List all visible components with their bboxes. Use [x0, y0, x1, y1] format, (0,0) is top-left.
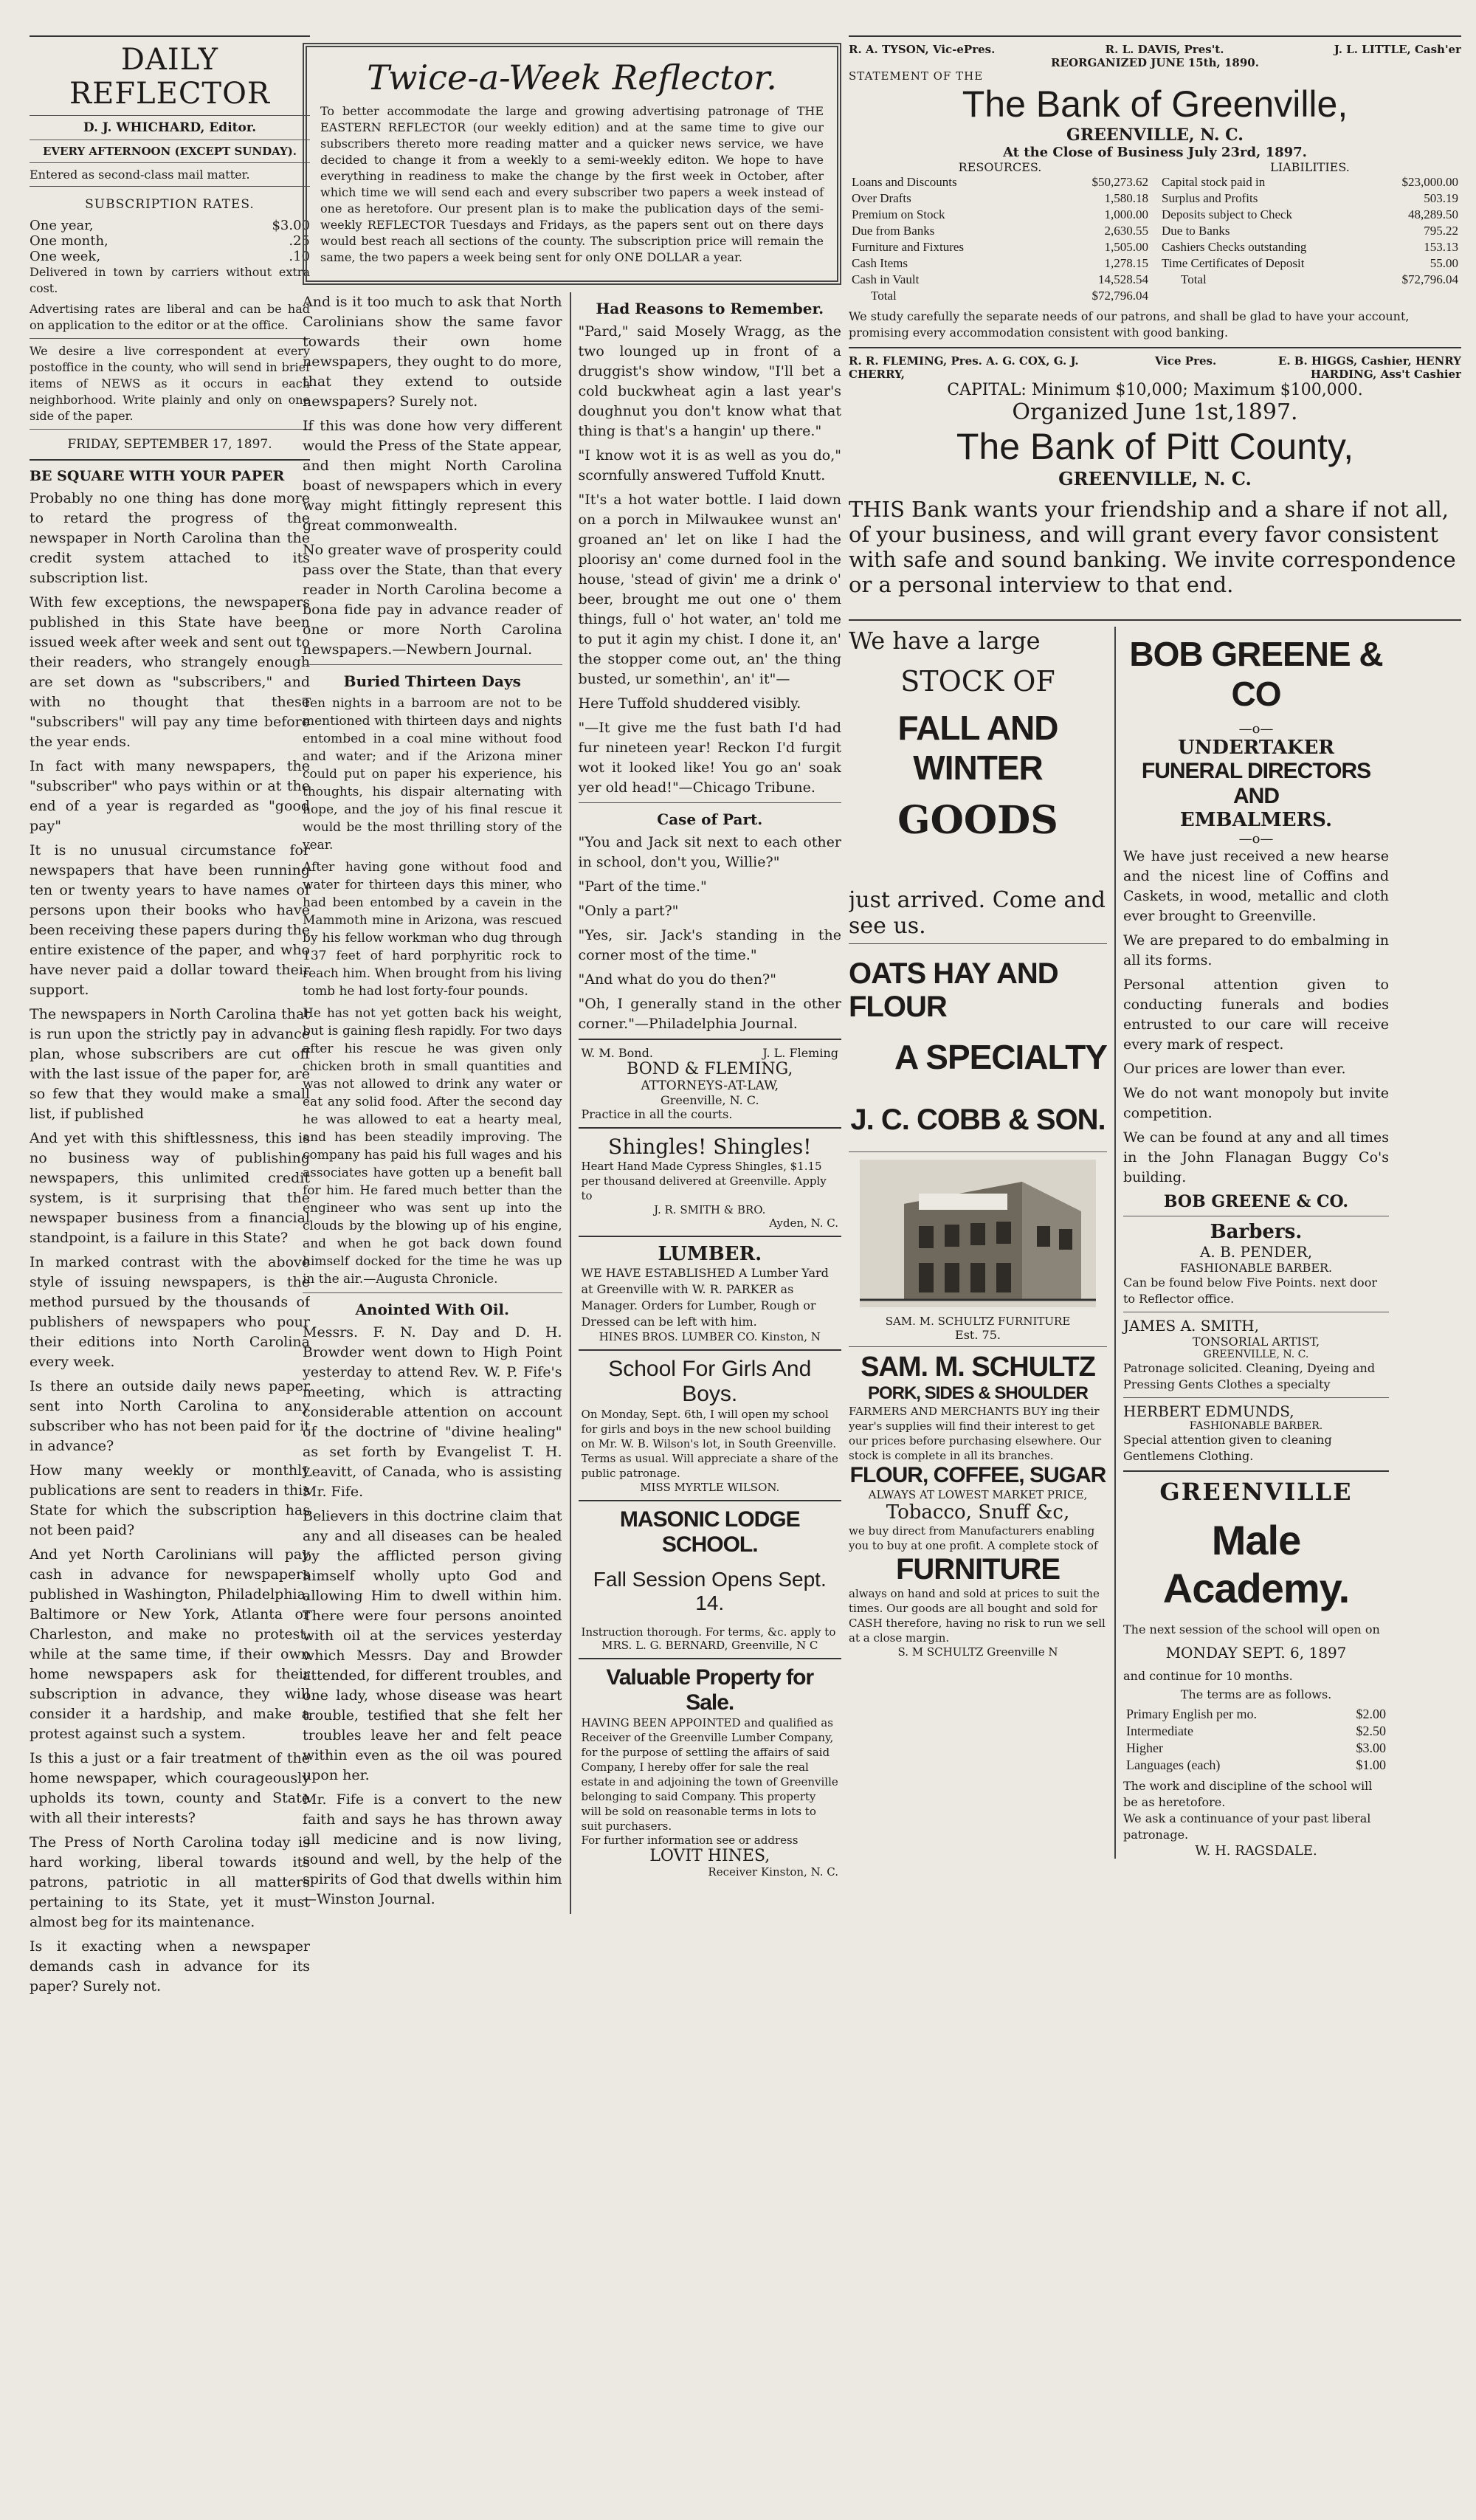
- table-row: [1159, 174, 1461, 190]
- academy-title: Male Academy.: [1162, 1517, 1350, 1611]
- row-value: 1,000.00: [1104, 207, 1148, 221]
- paragraph: Probably no one thing has done more to retard the progress of the newspaper in North Carolina than the credit system attached to its subscription list.: [30, 490, 310, 586]
- table-row: [1159, 239, 1461, 255]
- academy-terms: [1123, 1706, 1389, 1774]
- ad-title: School For Girls And Boys.: [608, 1357, 812, 1406]
- column-rule: [570, 292, 571, 1914]
- article-title: Had Reasons to Remember.: [596, 300, 824, 317]
- rate-value: $3.00: [272, 218, 310, 233]
- paragraph: "You and Jack sit next to each other in school, don't you, Willie?": [578, 834, 841, 870]
- ad-signature: MISS MYRTLE WILSON.: [640, 1481, 780, 1494]
- row-label: Surplus and Profits: [1162, 191, 1258, 205]
- firm-role: ATTORNEYS-AT-LAW,: [641, 1078, 779, 1093]
- schultz-flour: FLOUR, COFFEE, SUGAR: [849, 1463, 1106, 1487]
- firm-name: BOND & FLEMING,: [627, 1060, 793, 1078]
- divider: [1123, 1470, 1389, 1472]
- school-ad: [579, 1349, 841, 1500]
- liabilities-table: [1159, 174, 1461, 288]
- barber-name: JAMES A. SMITH,: [1123, 1317, 1259, 1335]
- ad-text: Instruction thorough. For terms, &c. apply to: [581, 1625, 836, 1639]
- schultz-furniture-text: always on hand and sold at prices to suit the times. Our goods are all bought and sold for CASH therefore, having no risk to run we sell at a close margin.: [849, 1587, 1106, 1645]
- total-value: $72,796.04: [1401, 272, 1458, 286]
- table-row: [849, 190, 1151, 207]
- masonic-ad: [579, 1500, 841, 1658]
- cobb-line: We have a large: [849, 627, 1041, 655]
- bank-name: The Bank of Greenville,: [962, 83, 1348, 125]
- column-rule: [1114, 627, 1116, 1859]
- rate-label: One month,: [30, 233, 108, 249]
- attorney-name: J. L. Fleming: [762, 1046, 838, 1060]
- row-label: Premium on Stock: [852, 207, 945, 221]
- total-label: Total: [1181, 272, 1207, 286]
- attorney-names: [582, 1046, 838, 1060]
- paragraph: And yet North Carolinians will pay cash in advance for newspapers published in Washington, Philadelphia, Baltimore or New York, Atlanta or Charleston, and make no protest, while at the same time, if their own home newspapers ask for their subscription in advance, they will consider it a hardship, and make a protest against such a system.: [30, 1546, 310, 1742]
- barber-text: Special attention given to cleaning Gentlemens Clothing.: [1123, 1433, 1332, 1463]
- row-value: 1,580.18: [1104, 191, 1148, 205]
- table-row: [1123, 1706, 1389, 1723]
- barber-role: TONSORIAL ARTIST,: [1192, 1335, 1320, 1349]
- ad-signature: Receiver Kinston, N. C.: [708, 1865, 838, 1879]
- term-value: $3.00: [1356, 1741, 1386, 1755]
- store-building-image: [860, 1160, 1096, 1307]
- store-sign: SAM. M. SCHULTZ FURNITURE: [885, 1315, 1071, 1328]
- right-ads: [849, 627, 1461, 1859]
- ornament: —o—: [1238, 721, 1274, 737]
- paragraph: The Press of North Carolina today is hard working, liberal towards its patrons, patriotic in all matters pertaining to its State, yet it must almost beg for its maintenance.: [30, 1834, 310, 1930]
- divider: [849, 1151, 1107, 1152]
- divider: [849, 619, 1461, 621]
- total-row: [849, 288, 1151, 304]
- paragraph: "Only a part?": [578, 903, 679, 919]
- paragraph: We can be found at any and all times in the John Flanagan Buggy Co's building.: [1123, 1129, 1389, 1185]
- ornament: —o—: [1238, 831, 1274, 847]
- cobb-line: STOCK OF: [900, 665, 1055, 698]
- liabilities: [1159, 160, 1461, 304]
- officer: E. B. HIGGS, Cashier, HENRY HARDING, Ass't Cashier: [1277, 354, 1461, 381]
- paragraph: Ten nights in a barroom are not to be mentioned with thirteen days and nights entombed in a coal mine without food and water; and if the Arizona miner could put on paper his experience, his thoughts, his dispair alternating with hope, and the joy of his final rescue it would be the most thrilling story of the year.: [303, 696, 562, 853]
- cobb-line: OATS HAY AND FLOUR: [849, 957, 1058, 1023]
- correspondent-note: We desire a live correspondent at every postoffice in the county, who will send in brief items of NEWS as it occurs in each neighborhood. Write plainly and only on one side of the paper.: [30, 344, 310, 423]
- barber-role: FASHIONABLE BARBER.: [1179, 1261, 1333, 1275]
- right-ads-left: [849, 627, 1107, 1859]
- table-row: [849, 223, 1151, 239]
- article-title: Case of Part.: [657, 810, 763, 828]
- cobb-ad: [849, 627, 1107, 1137]
- right-ads-right: [1123, 627, 1389, 1859]
- rate-label: One year,: [30, 218, 94, 233]
- divider: [849, 35, 1461, 37]
- shingles-ad: [579, 1127, 841, 1236]
- issue-date: FRIDAY, SEPTEMBER 17, 1897.: [67, 437, 272, 452]
- advertising-note: Advertising rates are liberal and can be had on application to the editor or at the office.: [30, 302, 310, 332]
- paragraph: "And what do you do then?": [578, 971, 776, 988]
- ad-text: Heart Hand Made Cypress Shingles, $1.15 per thousand delivered at Greenville. Apply to: [581, 1160, 827, 1202]
- paragraph: It is no unusual circumstance for newspapers that have been running ten or twenty years to have names of persons upon their books who have been receiving these papers during the entire existence of the paper, and who have never paid a dollar toward their support.: [30, 842, 310, 998]
- table-row: [1123, 1740, 1389, 1757]
- divider: [30, 186, 310, 187]
- ad-text: For further information see or address: [581, 1834, 799, 1847]
- rate-label: One week,: [30, 249, 101, 264]
- row-value: $23,000.00: [1401, 175, 1458, 189]
- resources-table: [849, 174, 1151, 304]
- row-value: 55.00: [1430, 256, 1458, 270]
- total-value: $72,796.04: [1092, 289, 1148, 303]
- bond-fleming-ad: [579, 1039, 841, 1127]
- row-value: 795.22: [1424, 224, 1458, 238]
- reorganized: REORGANIZED JUNE 15th, 1890.: [1051, 56, 1259, 69]
- academy-ad: [1123, 1478, 1389, 1859]
- subscription-rates: [30, 218, 310, 264]
- greene-embalmers: EMBALMERS.: [1179, 809, 1333, 831]
- barbers-ad: [1123, 1221, 1389, 1464]
- row-label: Furniture and Fixtures: [852, 240, 965, 254]
- rate-value: .10: [289, 249, 310, 264]
- paragraph: With few exceptions, the newspapers published in this State have been issued week after week and sent out to their readers, who strangely enough are set down as "subscribers," and with no thought that these "subscribers" will pay any time before the year ends.: [30, 594, 310, 750]
- rate-row: [30, 218, 310, 233]
- masthead: DAILY REFLECTOR: [69, 43, 271, 111]
- close-of-business: At the Close of Business July 23rd, 1897.: [1003, 145, 1307, 160]
- ad-signature: LOVIT HINES,: [649, 1847, 770, 1865]
- paragraph: "Oh, I generally stand in the other corner."—Philadelphia Journal.: [578, 996, 841, 1032]
- article-body: [30, 489, 310, 1997]
- officer: R. L. DAVIS, Pres't.: [1105, 43, 1224, 56]
- column-left: [30, 30, 310, 2001]
- academy-patronage: We ask a continuance of your past liberal patronage.: [1123, 1811, 1371, 1842]
- ad-signature: HINES BROS. LUMBER CO. Kinston, N: [599, 1330, 821, 1343]
- schultz-pork: PORK, SIDES & SHOULDER: [867, 1383, 1089, 1403]
- table-row: [1123, 1723, 1389, 1740]
- divider: [1123, 1397, 1389, 1398]
- barber-text: Patronage solicited. Cleaning, Dyeing and Pressing Gents Clothes a specialty: [1123, 1361, 1376, 1391]
- academy-signature: W. H. RAGSDALE.: [1195, 1843, 1317, 1859]
- table-row: [849, 272, 1151, 288]
- statement-label: STATEMENT OF THE: [849, 69, 984, 83]
- column-middle: [303, 30, 841, 1914]
- paragraph: "Yes, sir. Jack's standing in the corner most of the time.": [578, 927, 841, 963]
- rate-row: [30, 233, 310, 249]
- paragraph: Here Tuffold shuddered visibly.: [578, 695, 801, 712]
- notice-text: To better accommodate the large and growing advertising patronage of THE EASTERN REFLECTOR (our weekly edition) and at the same time to give our subscribers thereto more reading matter and a quicker news service, we have decided to change it from a weekly to a semi-weekly editon. We hope to have everything in readiness to make the change by the first week in October, after which time we will send each and every subscriber two papers a week instead of one as heretofore. Our present plan is to make the publication days of the semi-weekly REFLECTOR Tuesdays and Fridays, as the papers sent out on there days would best reach all sections of the county. The subscription price will remain the same, the two papers a week being sent for only ONE DOLLAR a year.: [320, 104, 824, 264]
- liabilities-title: LIABILITIES.: [1270, 160, 1350, 174]
- frequency-line: EVERY AFTERNOON (EXCEPT SUNDAY).: [42, 145, 297, 158]
- paragraph: Is there an outside daily news paper sent into North Carolina to any subscriber who has not been paid for it in advance?: [30, 1378, 310, 1454]
- entered-line: Entered as second-class mail matter.: [30, 168, 250, 182]
- barber-place: GREENVILLE, N. C.: [1203, 1349, 1309, 1360]
- paragraph: Believers in this doctrine claim that any and all diseases can be healed by the afflicted person giving himself wholly upto God and allowing Him to dwell within him. There were four persons anointed with oil at the services yesterday which Messrs. Day and Browder attended, for different troubles, and one lady, whose disease was heart trouble, testified that she felt her troubles leave her and felt peace within even as the oil was poured upon her.: [303, 1508, 562, 1783]
- academy-intro: The next session of the school will open on: [1123, 1622, 1380, 1636]
- bank-footer: We study carefully the separate needs of our patrons, and shall be glad to have your account, promising every accommodation consistent with good banking.: [849, 309, 1410, 340]
- firm-place: Greenville, N. C.: [660, 1093, 759, 1107]
- schultz-always: ALWAYS AT LOWEST MARKET PRICE,: [868, 1488, 1088, 1501]
- twice-a-week-notice: [303, 43, 841, 285]
- total-label: Total: [871, 289, 897, 303]
- article-title: BE SQUARE WITH YOUR PAPER: [30, 468, 285, 484]
- table-row: [1159, 207, 1461, 223]
- paragraph: If this was done how very different would the Press of the State appear, and then might North Carolina boast of newspapers which in every way might fittingly represent this great commonwealth.: [303, 418, 562, 534]
- paragraph: "It's a hot water bottle. I laid down on a porch in Milwaukee wunst an' groaned an' let on like I had the ploorisy an' come durned fool in the house, 'stead of givin' me a drink o' beer, brought me out one o' them things, full o' hot water, an' told me to put it agin my chist. I done it, an' the stopper come out, an' the thing busted, ur somethin', an' it"—: [578, 492, 841, 687]
- row-value: 153.13: [1424, 240, 1458, 254]
- table-row: [849, 239, 1151, 255]
- term-value: $1.00: [1356, 1758, 1386, 1772]
- bank-organized: Organized June 1st,1897.: [1012, 399, 1298, 425]
- paragraph: And is it too much to ask that North Carolinians show the same favor towards their own home newspapers, they ought to do more, that they extend to outside newspapers? Surely not.: [303, 294, 562, 410]
- cobb-line: GOODS: [897, 798, 1058, 843]
- ad-text: HAVING BEEN APPOINTED and qualified as Receiver of the Greenville Lumber Company, for the purpose of settling the affairs of said Company, I hereby offer for sale the real estate in and adjoining the town of Greenville belonging to said Company. This property will be sold on reasonable terms in lots to suit purchasers.: [581, 1716, 838, 1833]
- row-label: Loans and Discounts: [852, 175, 957, 189]
- paragraph: We are prepared to do embalming in all its forms.: [1123, 932, 1389, 968]
- table-row: [1123, 1757, 1389, 1774]
- cobb-line: J. C. COBB & SON.: [850, 1104, 1106, 1136]
- bank-text: THIS Bank wants your friendship and a share if not all, of your business, and will grant every favor consistent with safe and sound banking. We invite correspondence or a personal interview to that end.: [849, 497, 1456, 597]
- row-value: $50,273.62: [1092, 175, 1148, 189]
- paragraph: We have just received a new hearse and the nicest line of Coffins and Caskets, in wood, metallic and cloth ever brought to Greenville.: [1123, 848, 1389, 924]
- divider: [303, 1292, 562, 1293]
- term-value: $2.00: [1356, 1707, 1386, 1721]
- divider: [30, 338, 310, 339]
- schultz-direct: we buy direct from Manufacturers enabling you to buy at one profit. A complete stock of: [849, 1524, 1098, 1552]
- row-label: Cash Items: [852, 256, 908, 270]
- divider: [30, 115, 310, 116]
- academy-terms-title: The terms are as follows.: [1180, 1687, 1332, 1701]
- paragraph: After having gone without food and water for thirteen days this miner, who had been entombed by a cavein in the Mammoth mine in Arizona, was rescued by his fellow workman who dug through 137 feet of hard porphyritic rock to reach him. When brought from his living tomb he had lost forty-four pounds.: [303, 860, 562, 999]
- divider: [30, 35, 310, 37]
- paragraph: He has not yet gotten back his weight, but is gaining flesh rapidly. For two days after his rescue he was given only chicken broth in small quantities and was not allowed to drink any water or eat any solid food. After the second day he was allowed to eat a hearty meal, and has been steadily improving. The company has paid his full wages and his associates have gotten up a benefit ball for him. He fared much better than the engineer who was sent up into the clouds by the blowing up of his engine, and when he got back down found himself docked for the time he was up in the air.—Augusta Chronicle.: [303, 1006, 562, 1287]
- greene-undertaker: UNDERTAKER: [1177, 737, 1335, 759]
- row-label: Time Certificates of Deposit: [1162, 256, 1305, 270]
- bank-of-greenville-ad: [849, 43, 1461, 341]
- table-row: [1159, 223, 1461, 239]
- divider: [303, 664, 562, 665]
- ad-title: Shingles! Shingles!: [608, 1135, 812, 1159]
- row-value: 2,630.55: [1104, 224, 1148, 238]
- academy-town: GREENVILLE: [1159, 1478, 1353, 1506]
- editor-line: D. J. WHICHARD, Editor.: [83, 120, 257, 135]
- schultz-title: SAM. M. SCHULTZ: [861, 1352, 1095, 1383]
- row-label: Due from Banks: [852, 224, 935, 238]
- row-value: 48,289.50: [1408, 207, 1458, 221]
- middle-columns: [303, 292, 841, 1914]
- greene-signature: BOB GREENE & CO.: [1163, 1192, 1349, 1211]
- paragraph: The newspapers in North Carolina that is run upon the strictly pay in advance plan, whose subscribers are cut off with the last issue of the paper for, are so few that they would make a small list, if published: [30, 1006, 310, 1122]
- barber-name: A. B. PENDER,: [1199, 1243, 1313, 1261]
- officer: Vice Pres.: [1154, 354, 1217, 368]
- term-label: Primary English per mo.: [1126, 1707, 1257, 1721]
- ad-signature: MRS. L. G. BERNARD, Greenville, N C: [601, 1639, 818, 1652]
- greene-funeral: FUNERAL DIRECTORS AND: [1141, 759, 1371, 808]
- schultz-signature: S. M SCHULTZ Greenville N: [897, 1645, 1058, 1659]
- paragraph: Our prices are lower than ever.: [1123, 1061, 1346, 1077]
- column-right: [849, 30, 1461, 1859]
- academy-date: MONDAY SEPT. 6, 1897: [1165, 1644, 1347, 1662]
- paragraph: How many weekly or monthly publications are sent to readers in this State for which the subscription has not been paid?: [30, 1462, 310, 1538]
- row-label: Over Drafts: [852, 191, 911, 205]
- ad-title: LUMBER.: [658, 1243, 762, 1265]
- bank-officers: [849, 354, 1461, 381]
- barber-role: FASHIONABLE BARBER.: [1189, 1420, 1323, 1432]
- subscription-title: SUBSCRIPTION RATES.: [85, 197, 255, 212]
- row-label: Deposits subject to Check: [1162, 207, 1293, 221]
- paragraph: "Part of the time.": [578, 878, 707, 895]
- divider: [849, 943, 1107, 944]
- term-label: Languages (each): [1126, 1758, 1221, 1772]
- cobb-line: just arrived. Come and see us.: [849, 887, 1106, 939]
- divider: [579, 802, 841, 803]
- row-label: Cash in Vault: [852, 272, 920, 286]
- resources-title: RESOURCES.: [958, 160, 1042, 174]
- table-row: [1159, 255, 1461, 272]
- bank-place: GREENVILLE, N. C.: [1058, 468, 1252, 489]
- paragraph: And yet with this shiftlessness, this is no business way of publishing newspapers, this unlimited credit system, is it surprising that the newspaper business from a financial standpoint, is a failure in this State?: [30, 1130, 310, 1246]
- paragraph: In fact with many newspapers, the "subscriber" who pays within or at the end of a year is regarded as "good pay": [30, 758, 310, 834]
- total-row: [1159, 272, 1461, 288]
- barber-text: Can be found below Five Points. next door to Reflector office.: [1123, 1276, 1377, 1306]
- middle-left-column: [303, 292, 562, 1914]
- valuable-property-ad: [579, 1658, 841, 1884]
- bank-of-pitt-county-ad: [849, 354, 1461, 597]
- divider: [849, 347, 1461, 348]
- schultz-furniture: FURNITURE: [895, 1553, 1061, 1586]
- cobb-line: FALL AND WINTER: [897, 709, 1058, 787]
- bank-place: GREENVILLE, N. C.: [1066, 125, 1244, 145]
- ad-title: MASONIC LODGE SCHOOL.: [619, 1507, 800, 1557]
- barber-name: HERBERT EDMUNDS,: [1123, 1402, 1294, 1420]
- paragraph: Is it exacting when a newspaper demands cash in advance for its paper? Surely not.: [30, 1938, 310, 1994]
- ad-text: WE HAVE ESTABLISHED A Lumber Yard at Greenville with W. R. PARKER as Manager. Orders for Lumber, Rough or Dressed can be left with him.: [581, 1266, 829, 1329]
- paragraph: Personal attention given to conducting funerals and bodies entrusted to our care will receive every mark of respect.: [1123, 977, 1389, 1053]
- paragraph: Messrs. F. N. Day and D. H. Browder went down to High Point yesterday to attend Rev. W. P. Fife's meeting, which is attracting considerable attention on account of the doctrine of "divine healing" as set forth by Evangelist T. H. Leavitt, of Canada, who is assisting Mr. Fife.: [303, 1324, 562, 1500]
- row-value: 503.19: [1424, 191, 1458, 205]
- paragraph: "Pard," said Mosely Wragg, as the two lounged up in front of a druggist's show window, "I'll bet a cold buckwheat agin a last year's doughnut you don't know what that thing is that's a hangin' up there.": [578, 323, 841, 439]
- ad-title: Valuable Property for Sale.: [606, 1665, 814, 1715]
- article-title: Buried Thirteen Days: [343, 672, 521, 690]
- term-value: $2.50: [1356, 1724, 1386, 1738]
- rate-value: .25: [289, 233, 310, 249]
- officer: R. A. TYSON, Vic-ePres.: [849, 43, 996, 56]
- paragraph: "—It give me the fust bath I'd had fur nineteen year! Reckon I'd furgit wot it looked like! You go an' soak yer old head!"—Chicago Tribune.: [578, 720, 841, 796]
- cobb-line: A SPECIALTY: [894, 1038, 1107, 1076]
- bank-capital: CAPITAL: Minimum $10,000; Maximum $100,000.: [947, 381, 1363, 399]
- ad-signature: J. R. SMITH & BRO.: [654, 1203, 766, 1216]
- divider: [30, 162, 310, 163]
- firm-practice: Practice in all the courts.: [581, 1107, 733, 1121]
- paragraph: We do not want monopoly but invite competition.: [1123, 1085, 1389, 1121]
- table-row: [849, 255, 1151, 272]
- ad-text: On Monday, Sept. 6th, I will open my school for girls and boys in the new school building on Mr. W. B. Wilson's lot, in South Greenville. Terms as usual. Will appreciate a share of the public patronage.: [581, 1408, 838, 1480]
- barbers-title: Barbers.: [1210, 1221, 1303, 1243]
- resources: [849, 160, 1151, 304]
- lumber-ad: [579, 1236, 841, 1349]
- established: Est. 75.: [955, 1328, 1001, 1342]
- attorney-name: W. M. Bond.: [581, 1046, 653, 1060]
- schultz-farmers: FARMERS AND MERCHANTS BUY ing their year's supplies will find their interest to get our prices before purchasing elsewhere. Our stock is complete in all its branches.: [849, 1405, 1102, 1462]
- ad-subtitle: Fall Session Opens Sept. 14.: [593, 1568, 827, 1614]
- bank-name: The Bank of Pitt County,: [956, 426, 1354, 467]
- row-label: Capital stock paid in: [1162, 175, 1266, 189]
- term-label: Higher: [1126, 1741, 1163, 1755]
- term-label: Intermediate: [1126, 1724, 1193, 1738]
- officer: R. R. FLEMING, Pres. A. G. COX, G. J. CHERRY,: [849, 354, 1079, 381]
- schultz-ad: [849, 1160, 1107, 1659]
- officer: J. L. LITTLE, Cash'er: [1334, 43, 1461, 56]
- paragraph: Is this a just or a fair treatment of the home newspaper, which courageously upholds its town, county and State with all their interests?: [30, 1750, 310, 1826]
- row-value: 1,278.15: [1104, 256, 1148, 270]
- paragraph: Mr. Fife is a convert to the new faith and says he has thrown away all medicine and is now living, sound and well, by the help of the spirits of God that dwells within him—Winston Journal.: [303, 1791, 562, 1907]
- paragraph: "I know wot it is as well as you do," scornfully answered Tuffold Knutt.: [578, 447, 841, 483]
- academy-work: The work and discipline of the school will be as heretofore.: [1123, 1779, 1373, 1809]
- article-title: Anointed With Oil.: [355, 1301, 509, 1318]
- table-row: [1159, 190, 1461, 207]
- ad-signature: Ayden, N. C.: [769, 1216, 838, 1230]
- notice-title: Twice-a-Week Reflector.: [367, 58, 777, 97]
- rate-row: [30, 249, 310, 264]
- divider: [849, 1346, 1107, 1347]
- bob-greene-ad: [1123, 634, 1389, 1211]
- middle-right-column: [579, 292, 841, 1914]
- row-value: 14,528.54: [1098, 272, 1148, 286]
- schultz-tobacco: Tobacco, Snuff &c,: [886, 1501, 1070, 1524]
- balance-sheet: [849, 160, 1461, 304]
- table-row: [849, 207, 1151, 223]
- row-label: Due to Banks: [1162, 224, 1230, 238]
- paragraph: In marked contrast with the above style of issuing newspapers, is the method pursued by the thousands of publishers of newspapers who pour their editions into North Carolina every week.: [30, 1254, 310, 1370]
- bank-officers: [849, 43, 1461, 56]
- paragraph: No greater wave of prosperity could pass over the State, than that every reader in North Carolina become a bona fide pay in advance reader of one or more North Carolina newspapers.—Newbern Journal.: [303, 542, 562, 658]
- delivery-note: Delivered in town by carriers without extra cost.: [30, 265, 310, 295]
- greene-title: BOB GREENE & CO: [1129, 635, 1383, 713]
- divider: [30, 429, 310, 430]
- row-label: Cashiers Checks outstanding: [1162, 240, 1307, 254]
- row-value: 1,505.00: [1104, 240, 1148, 254]
- divider: [30, 459, 310, 461]
- academy-continue: and continue for 10 months.: [1123, 1669, 1293, 1683]
- table-row: [849, 174, 1151, 190]
